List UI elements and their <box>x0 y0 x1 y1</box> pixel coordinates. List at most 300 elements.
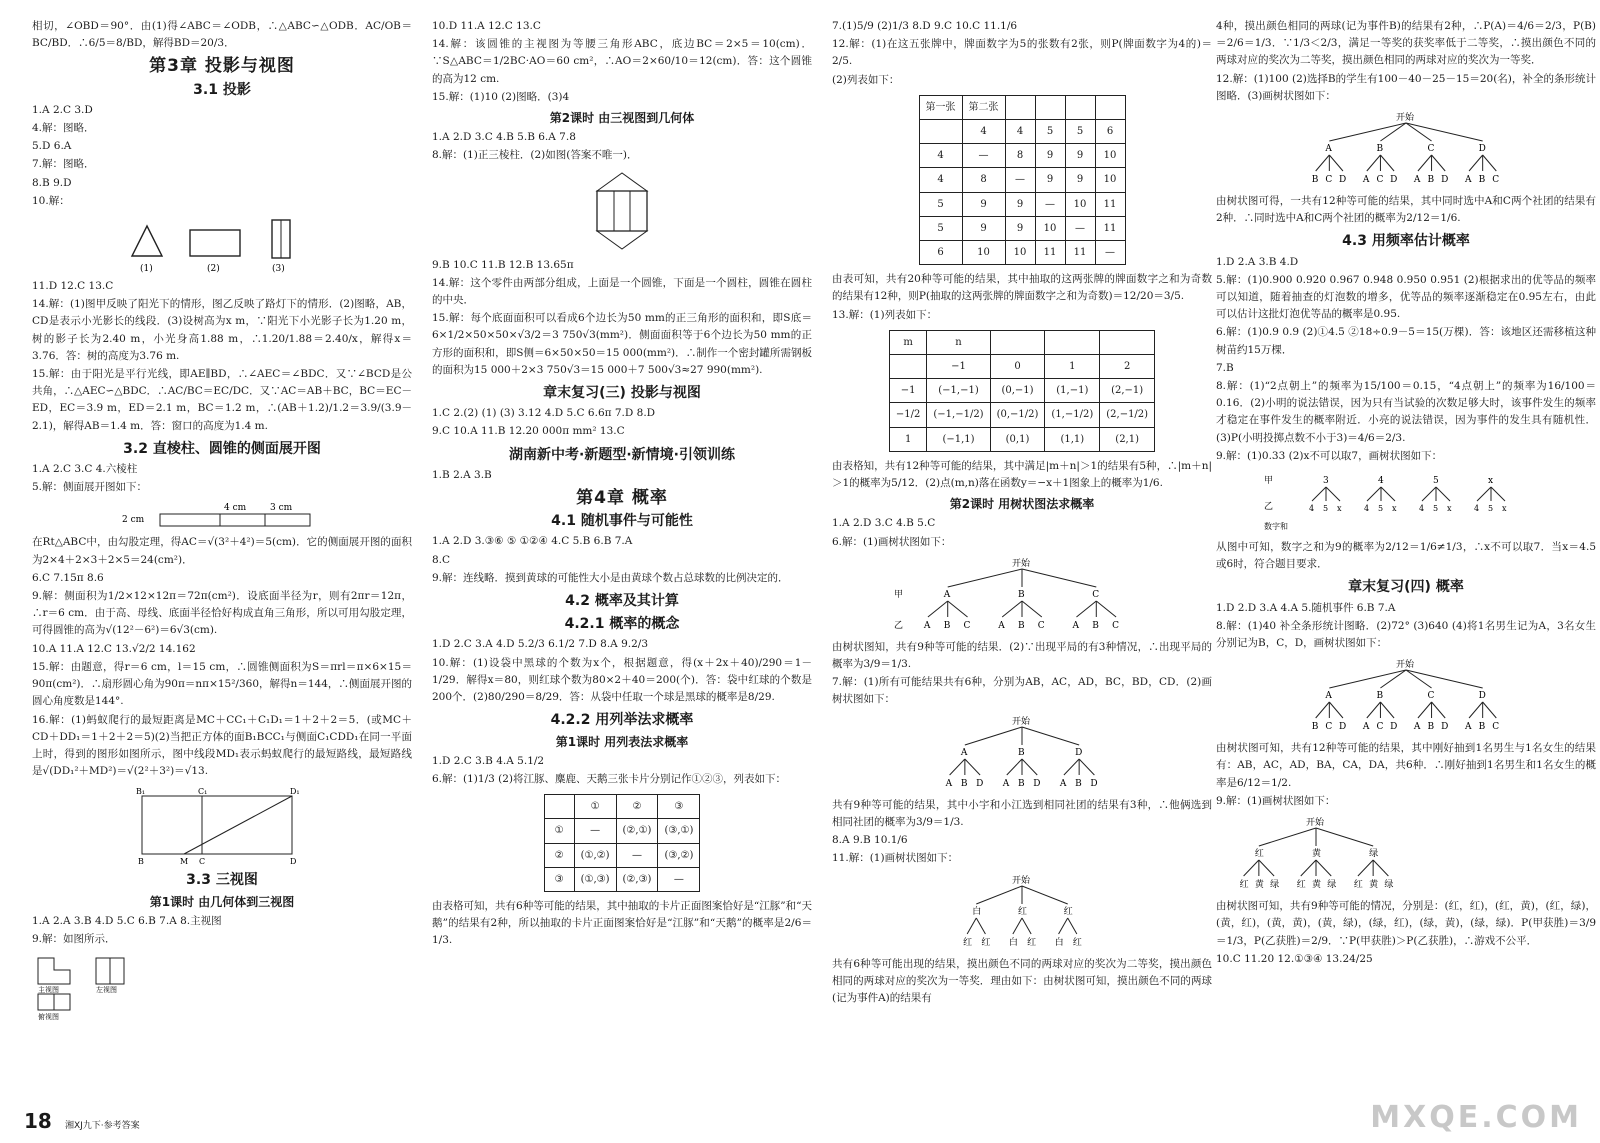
tree-node-label: x <box>1488 476 1494 487</box>
answer-text: (2)列表如下： <box>832 73 900 86</box>
table-row <box>544 843 700 867</box>
answer-text: 8.B 9.D <box>32 176 72 189</box>
table-cell: (②,③) <box>616 867 658 891</box>
tree-leaf-label: D <box>976 778 984 789</box>
tree-leaf-label: 红 <box>1239 880 1249 891</box>
answer-text: 由表格知，共有12种等可能的结果，其中满足|m＋n|＞1的结果有5种，∴|m＋n|＞1的概率为5/12．(2)点(m,n)落在函数y＝−x＋1图象上的概率为1/6. <box>832 459 1212 490</box>
table-row <box>919 144 1125 168</box>
tree-node-label: D <box>1075 747 1083 758</box>
prism-face <box>597 191 647 231</box>
tree-leaf-label: B <box>1427 175 1435 186</box>
tree-node-label: 白 <box>972 906 982 917</box>
tree-branch <box>1059 918 1068 934</box>
answer-text: 4.解：图略． <box>32 122 95 135</box>
tree-node-label: 绿 <box>1369 849 1379 860</box>
rectangle-shape <box>190 230 240 256</box>
table-cell: −1 <box>927 355 990 379</box>
tree-leaf-label: 4 <box>1474 504 1480 514</box>
column-3 <box>832 18 1212 1008</box>
tree-branch <box>1007 759 1022 775</box>
tree-node-label: 红 <box>1018 906 1028 917</box>
tree-branch <box>1469 702 1483 718</box>
tree-branch <box>1469 155 1483 171</box>
table-row <box>919 120 1125 144</box>
tree-branch <box>1483 155 1497 171</box>
sum-table <box>919 95 1126 265</box>
table-cell: (①,②) <box>574 843 616 867</box>
table-cell: 6 <box>919 241 962 265</box>
answer-text: 9.解：侧面积为1/2×12×12π＝72π(cm²)．设底面半径为r，则有2πr＝12π，∴r＝6 cm．由于高、母线、底面半径恰好构成直角三角形，所以可用勾股定理，可得圆锥的高为√(12²－6²)＝6√3(cm). <box>32 590 412 637</box>
tree-node-label: 5 <box>1433 476 1439 487</box>
net-label: 4 cm <box>224 503 247 514</box>
section-heading: 3.1 投影 <box>193 81 251 98</box>
tree-branch <box>976 918 985 934</box>
answer-text: 15.解：每个底面面积可以看成6个边长为50 mm的正三角形的面积和，即S底＝6×1/2×50×50×√3/2＝3 750√3(mm²)．侧面面积等于6个边长为50 mm的正方形的面积和，即S侧＝6×50×50＝15 000(mm²)．∴制作一个密封罐所需钢板的面积为15 000＋2×3 750√3＝15 000＋7 500√3≈27 990(mm²). <box>432 312 812 376</box>
answer-text: 从图中可知，数字之和为9的概率为2/12＝1/6≠1/3，∴x不可以取7．当x＝4.5或6时，符合题目要求． <box>1216 541 1596 571</box>
tree-leaf-label: B <box>1092 620 1099 631</box>
answer-text: 9.解：(1)画树状图如下： <box>1216 794 1336 807</box>
answer-text: 由树状图可得，一共有12种等可能的结果，其中同时选中A和C两个社团的结果有2种．∴同时选中A和C两个社团的概率为2/12＝1/6. <box>1216 195 1596 225</box>
tree-branch <box>1316 860 1331 876</box>
tree-branch <box>1022 886 1068 904</box>
answer-text: 13.解：(1)列表如下： <box>832 308 938 321</box>
tree-branch <box>948 601 968 617</box>
tree-branch <box>1381 487 1395 501</box>
answer-text: 8.解：(1)“2点朝上”的频率为15/100＝0.15，“4点朝上”的频率为16/100＝0.16．(2)小明的说法错误，因为只有当试验的次数足够大时，该事件发生的频率才稳定在事件发生的概率附近．小亮的说法错误，因为事件的发生具有随机性．(3)P(小明投掷点数不小于3)＝4/6＝2/3. <box>1216 380 1596 444</box>
answer-text: 1.A 2.A 3.B 4.D 5.C 6.B 7.A 8.主视图 <box>32 914 222 927</box>
tree-branch <box>1064 759 1079 775</box>
table-cell: m <box>889 330 926 354</box>
tree-leaf-label: C <box>963 620 971 631</box>
tree-leaf-label: 红 <box>981 937 991 948</box>
table-cell: 2 <box>1100 355 1155 379</box>
tree-node-label: D <box>1478 144 1486 155</box>
fig-label: (2) <box>207 264 220 275</box>
prism-bottom-triangle <box>597 231 647 249</box>
answer-text: 14.解：(1)图甲反映了阳光下的情形，图乙反映了路灯下的情形．(2)图略，AB，CD是表示小光影长的线段．(3)设树高为x m，∵阳光下小光影子长为1.20 m，树的影子长为2.40 m，小光身高1.88 m，∴1.20/1.88＝2.40/x，解得x＝3.76．答：树的高度为3.76 m. <box>32 298 412 362</box>
table-cell: 9 <box>1035 144 1065 168</box>
answer-text: 1.D 2.C 3.A 4.D 5.2/3 6.1/2 7.D 8.A 9.2/3 <box>432 638 649 651</box>
table-cell: 9 <box>1065 144 1095 168</box>
tree-leaf-label: x <box>1502 504 1507 514</box>
section-heading: 4.1 随机事件与可能性 <box>551 513 693 530</box>
table-row <box>889 403 1154 427</box>
table-cell: (1,1) <box>1045 427 1100 451</box>
tree-leaf-label: 黄 <box>1254 880 1264 891</box>
table-cell: 4 <box>1005 120 1035 144</box>
tree-leaf-label: B <box>1478 175 1486 186</box>
section-heading: 4.2 概率及其计算 <box>565 593 679 610</box>
tree-leaf-label: A <box>1362 175 1370 186</box>
table-cell: 8 <box>1005 144 1035 168</box>
answer-text: 15.解：由于阳光是平行光线，即AE∥BD，∴∠AEC＝∠BDC．又∵∠BCD是公共角，∴△AEC∽△BDC．∴AC/BC＝EC/DC．又∵AC＝AB＋BC，BC＝EC－ED，EC＝3.9 m，ED＝2.1 m，BC＝1.2 m，∴(AB＋1.2)/1.2＝3.9/(3.9－2.1)，解得AB＝1.4 m．答：窗口的高度为1.4 m. <box>32 368 412 432</box>
table-cell <box>1100 330 1155 354</box>
table-row <box>919 241 1125 265</box>
answer-text: 由表可知，共有20种等可能的结果，其中抽取的这两张牌的牌面数字之和为奇数的结果有12种，则P(抽取的这两张牌的牌面数字之和为奇数)＝12/20＝3/5. <box>832 273 1212 303</box>
tree-leaf-label: D <box>1441 722 1449 733</box>
table-cell: 第一张 <box>919 95 962 119</box>
table-cell: 9 <box>962 216 1005 240</box>
tree-node-label: C <box>1427 144 1435 155</box>
tree-leaf-label: C <box>1492 175 1500 186</box>
tree-branch <box>1259 860 1274 876</box>
unfolded-rect <box>142 796 292 854</box>
table-cell: n <box>927 330 990 354</box>
tree-branch <box>1022 918 1031 934</box>
table-cell: — <box>1095 241 1125 265</box>
tree-branch <box>1326 487 1340 501</box>
table-cell: (③,①) <box>658 819 700 843</box>
tree-node-label: 黄 <box>1312 849 1322 860</box>
unfolded-cube-figure <box>122 784 322 866</box>
answer-text: 1.D 2.A 3.B 4.D <box>1216 255 1299 268</box>
answer-text: 1.A 2.C 3.D <box>32 103 93 116</box>
tree-level-label: 甲 <box>894 589 904 600</box>
view-label: 俯视图 <box>38 1013 59 1022</box>
tree-branch <box>1316 828 1373 846</box>
tree-branch <box>1022 759 1037 775</box>
answer-text: 10.D 11.A 12.C 13.C <box>432 20 541 32</box>
tree-root-label: 开始 <box>1306 818 1325 829</box>
table-cell: 10 <box>1095 168 1125 192</box>
answer-text: 1.D 2.C 3.B 4.A 5.1/2 <box>432 754 545 767</box>
table-cell: (0,−1/2) <box>990 403 1045 427</box>
chapter-heading: 第3章 投影与视图 <box>149 56 295 77</box>
table-cell: 8 <box>962 168 1005 192</box>
table-cell: ① <box>574 795 616 819</box>
tree-leaf-label: 红 <box>1296 880 1306 891</box>
tree-root-label: 开始 <box>1396 113 1415 124</box>
tree-branch <box>1068 918 1077 934</box>
tree-branch <box>1022 569 1096 587</box>
tree-leaf-label: x <box>1392 504 1397 514</box>
page-footer <box>24 1109 140 1133</box>
tree-diagram <box>1291 109 1521 189</box>
table-cell: 4 <box>919 144 962 168</box>
answer-text: 共有6种等可能出现的结果，摸出颜色不同的两球对应的奖次为二等奖，摸出颜色相同的两球对应的奖次为一等奖．理由如下：由树状图可知，摸出颜色不同的两球(记为事件A)的结果有 <box>832 957 1212 1004</box>
table-cell: 9 <box>1005 216 1035 240</box>
table-row <box>889 355 1154 379</box>
tree-leaf-label: 白 <box>1008 937 1018 948</box>
tree-branch <box>965 727 1022 745</box>
tree-leaf-label: C <box>1325 175 1333 186</box>
tree-node-label: A <box>943 589 951 600</box>
tree-leaf-label: B <box>960 778 968 789</box>
tree-leaf-label: C <box>1325 722 1333 733</box>
tree-leaf-label: 5 <box>1378 504 1384 514</box>
tree-leaf-label: A <box>998 620 1005 631</box>
answer-text: 1.A 2.C 3.C 4.六棱柱 <box>32 463 138 476</box>
watermark: MXQE.COM <box>1370 1100 1582 1135</box>
answer-text: 5.D 6.A <box>32 140 72 153</box>
shortest-path-line <box>184 796 292 854</box>
tree-branch <box>1312 487 1326 501</box>
table-cell <box>1045 330 1100 354</box>
tree-leaf-label: 红 <box>963 937 973 948</box>
page-number: 18 <box>24 1109 52 1133</box>
table-cell: — <box>616 843 658 867</box>
tree-leaf-label: 5 <box>1433 504 1439 514</box>
prism-net-figure <box>577 169 667 253</box>
table-cell: 10 <box>1035 216 1065 240</box>
section-heading: 湖南新中考·新题型·新情境·引领训练 <box>509 446 735 463</box>
table-cell <box>889 355 926 379</box>
tree-leaf-label: x <box>1447 504 1452 514</box>
column-1 <box>32 18 412 1026</box>
section-heading: 4.2.1 概率的概念 <box>564 616 680 633</box>
answer-text: 1.A 2.D 3.③⑥ ⑤ ①②④ 4.C 5.B 6.B 7.A <box>432 535 633 548</box>
answer-text: 10.解： <box>32 194 70 207</box>
tree-branch <box>1422 487 1436 501</box>
answer-text: 由树状图可知，共有12种等可能的结果，其中刚好抽到1名男生与1名女生的结果有：AB，AC，AD，BA，CA，DA，共6种．∴刚好抽到1名男生和1名女生的概率是6/12＝1/2. <box>1216 742 1596 789</box>
table-cell <box>1095 95 1125 119</box>
table-row <box>919 168 1125 192</box>
table-row <box>919 192 1125 216</box>
tree-leaf-label: A <box>1059 778 1067 789</box>
answer-text: 9.解：如图所示． <box>32 932 116 945</box>
chapter-heading: 第4章 概率 <box>576 488 668 509</box>
answer-text: 14.解：这个零件由两部分组成，上面是一个圆锥，下面是一个圆柱，圆锥在圆柱的中央． <box>432 276 812 307</box>
table-cell: (2,−1) <box>1100 379 1155 403</box>
answer-text: 6.解：(1)1/3 (2)将江豚、麋鹿、天鹅三张卡片分别记作①②③，列表如下： <box>432 772 786 785</box>
tree-root-label: 开始 <box>1012 716 1031 727</box>
tree-branch <box>1301 860 1316 876</box>
net-strip <box>160 514 310 526</box>
tree-node-label: 红 <box>1254 849 1264 860</box>
answer-text: 由表格可知，共有6种等可能的结果，其中抽取的卡片正面图案恰好是“江豚”和“天鹅”的结果有2种，所以抽取的卡片正面图案恰好是“江豚”和“天鹅”的概率是2/6＝1/3. <box>432 899 812 947</box>
tree-branch <box>1316 702 1330 718</box>
table-cell: ② <box>616 795 658 819</box>
tree-label: 乙 <box>1264 502 1274 513</box>
table-row <box>544 795 700 819</box>
tree-leaf-label: 绿 <box>1384 880 1394 891</box>
tree-leaf-label: A <box>923 620 931 631</box>
table-cell: 9 <box>1065 168 1095 192</box>
answer-text: 1.B 2.A 3.B <box>432 468 492 481</box>
answer-text: 5.解：(1)0.900 0.920 0.967 0.948 0.950 0.951 (2)根据求出的优等品的频率可以知道，随着抽查的灯泡数的增多，优等品的频率逐渐稳定在0.95左右，由此可以估计这批灯泡优等品的概率是0.95. <box>1216 273 1596 321</box>
tree-leaf-label: x <box>1337 504 1342 514</box>
tree-root-label: 开始 <box>1012 558 1031 569</box>
answer-text: 11.D 12.C 13.C <box>32 280 114 293</box>
table-cell: 1 <box>889 427 926 451</box>
tree-level-label: 乙 <box>894 620 904 631</box>
tree-node-label: A <box>1325 691 1332 702</box>
table-row <box>889 379 1154 403</box>
tree-diagram <box>892 555 1152 635</box>
answer-text: 7.B <box>1216 361 1234 374</box>
tree-leaf-label: 红 <box>1353 880 1363 891</box>
table-row <box>919 95 1125 119</box>
pair-table <box>889 330 1155 452</box>
answer-text: 8.A 9.B 10.1/6 <box>832 834 908 847</box>
table-cell <box>1035 95 1065 119</box>
lesson-heading: 第1课时 用列表法求概率 <box>555 734 689 749</box>
answer-text: 1.C 2.(2) (1) (3) 3.12 4.D 5.C 6.6π 7.D 8.D <box>432 407 656 420</box>
lesson-heading: 第2课时 用树状图法求概率 <box>949 497 1095 512</box>
tree-branch <box>1418 155 1432 171</box>
answer-text: 6.C 7.15π 8.6 <box>32 571 104 584</box>
tree-branch <box>1432 155 1446 171</box>
tree-branch <box>1316 155 1330 171</box>
table-cell: — <box>962 144 1005 168</box>
tree-branch <box>948 569 1022 587</box>
tree-branch <box>1013 918 1022 934</box>
table-cell: — <box>574 819 616 843</box>
tree-leaf-label: D <box>1390 175 1398 186</box>
front-view-shape <box>38 958 70 984</box>
tree-leaf-label: 5 <box>1323 504 1329 514</box>
net-diagram <box>112 500 332 530</box>
table-row <box>889 330 1154 354</box>
answer-text: 5.解：侧面展开图如下： <box>32 481 148 494</box>
tree-node-label: 3 <box>1323 476 1329 487</box>
table-cell: (③,②) <box>658 843 700 867</box>
tree-branch <box>1373 860 1388 876</box>
tree-branch <box>1436 487 1450 501</box>
table-cell: 第二张 <box>962 95 1005 119</box>
tree-leaf-label: A <box>1465 175 1472 186</box>
tree-branch <box>1358 860 1373 876</box>
tree-branch <box>1483 702 1497 718</box>
tree-branch <box>967 918 976 934</box>
table-cell: 4 <box>962 120 1005 144</box>
table-cell: — <box>1005 168 1035 192</box>
answer-text: 16.解：(1)蚂蚁爬行的最短距离是MC＋CC₁＋C₁D₁＝1＋2＋2＝5．(或MC＋CD＋DD₁＝1＋2＋2＝5)(2)当把正方体的面B₁BCC₁与侧面C₁CDD₁在同一平面上时，得到的图形如图所示，图中线段MD₁表示蚂蚁爬行的最短路线，最短路线是√(DD₁²＋MD²)＝√(2²＋3²)＝√13. <box>32 713 412 778</box>
table-cell: (②,①) <box>616 819 658 843</box>
table-cell: 0 <box>990 355 1045 379</box>
table-cell <box>990 330 1045 354</box>
vertex-label: C <box>199 857 206 867</box>
tree-branch <box>976 886 1022 904</box>
answer-text: 9.解：连线略．摸到黄球的可能性大小是由黄球个数占总球数的比例决定的． <box>432 571 789 584</box>
tree-leaf-label: 4 <box>1419 504 1425 514</box>
answer-text: 在Rt△ABC中，由勾股定理，得AC＝√(3²＋4²)＝5(cm)．它的侧面展开图的面积为2×4＋2×3＋2×5＝24(cm²)． <box>32 536 412 566</box>
tree-leaf-label: 红 <box>1072 937 1082 948</box>
tree-node-label: B <box>1376 691 1384 702</box>
answer-text: 由树状图知，共有9种等可能的结果．(2)∵出现平局的有3种情况，∴出现平局的概率为3/9＝1/3. <box>832 640 1212 671</box>
tree-node-label: B <box>1018 747 1025 758</box>
tree-branch <box>1491 487 1505 501</box>
answer-text: 12.解：(1)在这五张牌中，牌面数字为5的张数有2张，则P(牌面数字为4的)＝2/5. <box>832 38 1212 68</box>
tree-node-label: A <box>960 747 968 758</box>
answer-text: 7.(1)5/9 (2)1/3 8.D 9.C 10.C 11.1/6 <box>832 20 1018 32</box>
tree-node-label: B <box>1018 589 1025 600</box>
table-cell: (2,−1/2) <box>1100 403 1155 427</box>
table-cell: ③ <box>544 867 574 891</box>
tree-leaf-label: 黄 <box>1312 880 1322 891</box>
vertex-label: C₁ <box>198 787 208 797</box>
tree-branch <box>965 759 980 775</box>
tree-leaf-label: D <box>1090 778 1098 789</box>
tree-branch <box>1406 123 1483 141</box>
tree-branch <box>1367 155 1381 171</box>
view-label: 左视图 <box>96 986 117 995</box>
tree-leaf-label: C <box>1492 722 1500 733</box>
answer-text: 共有9种等可能的结果，其中小宇和小江选到相同社团的结果有3种，∴他俩选到相同社团的概率为3/9＝1/3. <box>832 798 1212 828</box>
tree-diagram <box>1291 656 1521 736</box>
vertex-label: B₁ <box>136 787 146 797</box>
tree-leaf-label: 白 <box>1054 937 1064 948</box>
table-cell: −1/2 <box>889 403 926 427</box>
tree-label: 甲 <box>1264 476 1274 487</box>
table-cell <box>919 120 962 144</box>
tree-branch <box>1079 759 1094 775</box>
tree-leaf-label: 4 <box>1364 504 1370 514</box>
tree-leaf-label: B <box>1018 620 1025 631</box>
tree-diagram <box>922 713 1122 793</box>
tree-branch <box>1329 155 1343 171</box>
lesson-heading: 第1课时 由几何体到三视图 <box>149 894 295 909</box>
tree-leaf-label: B <box>1311 175 1319 186</box>
tree-leaf-label: B <box>943 620 951 631</box>
vertex-label: D <box>290 857 297 867</box>
answer-text: 15.解：(1)10 (2)图略．(3)4 <box>432 90 570 103</box>
prism-top-triangle <box>597 173 647 191</box>
table-cell: 11 <box>1095 192 1125 216</box>
section-heading: 4.2.2 用列举法求概率 <box>550 712 694 729</box>
answer-text: 8.解：(1)正三棱柱．(2)如图(答案不唯一)． <box>432 149 638 162</box>
net-label: 2 cm <box>122 515 145 526</box>
tree-node-label: C <box>1427 691 1435 702</box>
tree-branch <box>1002 601 1022 617</box>
table-cell: (−1,−1/2) <box>927 403 990 427</box>
tree-branch <box>950 759 965 775</box>
table-cell: 5 <box>919 216 962 240</box>
net-label: 3 cm <box>270 503 293 514</box>
tree-leaf-label: C <box>1376 722 1384 733</box>
tree-branch <box>1259 828 1316 846</box>
table-cell: 4 <box>919 168 962 192</box>
tree-leaf-label: 绿 <box>1327 880 1337 891</box>
tree-leaf-label: 绿 <box>1270 880 1280 891</box>
vertex-label: B <box>138 857 144 867</box>
table-cell: 10 <box>1095 144 1125 168</box>
table-cell: (1,−1/2) <box>1045 403 1100 427</box>
tree-leaf-label: D <box>1033 778 1041 789</box>
answer-text: 10.解：(1)设袋中黑球的个数为x个，根据题意，得(x＋2x＋40)/290＝1－1/29．解得x＝80，则红球个数为80×2＋40＝200(个)．答：袋中红球的个数是200个．(2)80/290＝8/29．答：从袋中任取一个球是黑球的概率是8/29. <box>432 656 812 704</box>
tree-branch <box>1329 702 1343 718</box>
table-cell: ① <box>544 819 574 843</box>
table-cell: (2,1) <box>1100 427 1155 451</box>
shadow-shapes-figure <box>112 214 332 274</box>
tree-leaf-label: A <box>1362 722 1370 733</box>
table-cell: — <box>1065 216 1095 240</box>
tree-branch <box>1329 670 1406 688</box>
section-heading: 章末复习(三) 投影与视图 <box>543 385 701 402</box>
sum-tree-diagram <box>1256 469 1556 535</box>
tree-leaf-label: B <box>1075 778 1082 789</box>
answer-text: 9.B 10.C 11.B 12.B 13.65π <box>432 258 574 271</box>
table-cell <box>1065 95 1095 119</box>
answer-text: 7.解：(1)所有可能结果共有6种，分别为AB，AC，AD，BC，BD，CD．(2)画树状图如下： <box>832 676 1212 706</box>
tree-leaf-label: 5 <box>1488 504 1494 514</box>
tree-leaf-label: D <box>1338 722 1347 733</box>
table-cell: (0,1) <box>990 427 1045 451</box>
tree-diagram <box>1216 814 1416 894</box>
tree-node-label: 红 <box>1063 906 1073 917</box>
tree-leaf-label: A <box>1072 620 1079 631</box>
table-row <box>544 819 700 843</box>
tree-node-label: D <box>1478 691 1486 702</box>
table-row <box>544 867 700 891</box>
tree-branch <box>1244 860 1259 876</box>
tree-branch <box>1367 487 1381 501</box>
table-cell: 9 <box>962 192 1005 216</box>
tree-leaf-label: B <box>1018 778 1025 789</box>
answer-text: 11.解：(1)画树状图如下： <box>832 852 959 865</box>
tree-branch <box>1418 702 1432 718</box>
tree-branch <box>1022 601 1042 617</box>
